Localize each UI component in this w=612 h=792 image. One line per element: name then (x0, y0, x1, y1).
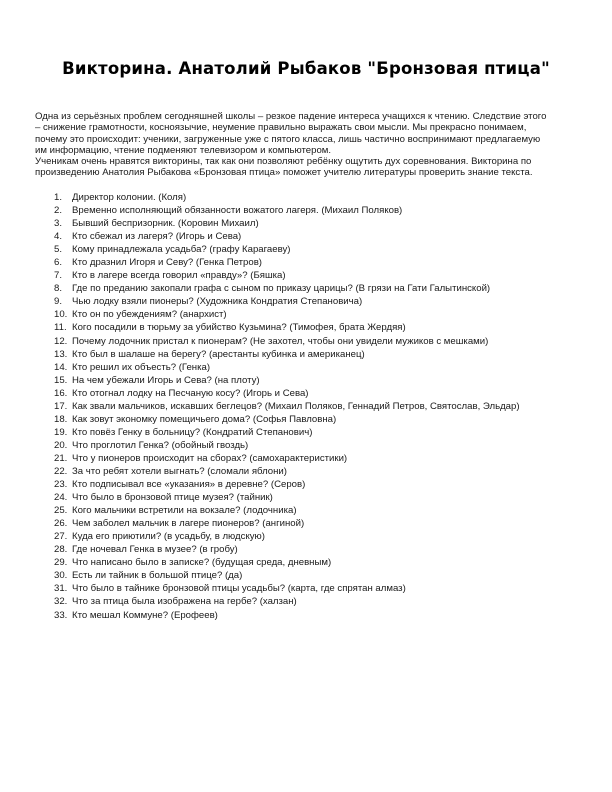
question-text: Чью лодку взяли пионеры? (Художника Кондратия Степановича) (72, 296, 363, 308)
question-item (54, 582, 574, 595)
question-number: 2. (54, 205, 63, 217)
question-number: 10. (54, 309, 68, 321)
question-item (54, 295, 574, 308)
intro-line: почему это происходит: ученики, загруженные уже с пятого класса, лишь частично воспринимают предлагаемую (35, 133, 541, 145)
question-item (54, 243, 574, 256)
question-number: 5. (54, 244, 63, 256)
question-text: Кого мальчики встретили на вокзале? (лодочника) (72, 505, 297, 517)
question-number: 30. (54, 570, 68, 582)
question-item (54, 387, 574, 400)
question-item (54, 543, 574, 556)
question-number: 33. (54, 609, 68, 621)
question-item (54, 413, 574, 426)
intro-line: произведению Анатолия Рыбакова «Бронзовая птица» поможет учителю литературы проверить знание текста. (35, 167, 533, 179)
question-number: 8. (54, 283, 63, 295)
question-item (54, 348, 574, 361)
question-text: Что написано было в записке? (будущая среда, дневным) (72, 557, 332, 569)
question-number: 31. (54, 583, 68, 595)
question-text: Где по преданию закопали графа с сыном по приказу царицы? (В грязи на Гати Галытинской) (72, 283, 491, 295)
question-text: Кто подписывал все «указания» в деревне? (Серов) (72, 479, 306, 491)
question-item (54, 335, 574, 348)
question-item (54, 478, 574, 491)
intro-line: им информацию, чтение подменяют телевизором и компьютером. (35, 144, 332, 156)
question-number: 19. (54, 426, 68, 438)
question-item (54, 374, 574, 387)
question-text: Как звали мальчиков, искавших беглецов? (Михаил Поляков, Геннадий Петров, Святослав, Эльдар) (72, 400, 520, 412)
question-text: Что у пионеров происходит на сборах? (самохарактеристики) (72, 452, 348, 464)
question-text: Кто мешал Коммуне? (Ерофеев) (72, 609, 218, 621)
question-text: Кто повёз Генку в больницу? (Кондратий Степанович) (72, 426, 313, 438)
question-item (54, 400, 574, 413)
question-number: 21. (54, 452, 68, 464)
question-text: Кто дразнил Игоря и Севу? (Генка Петров) (72, 257, 262, 269)
question-item (54, 504, 574, 517)
intro-line: Одна из серьёзных проблем сегодняшней школы – резкое падение интереса учащихся к чтению. Следствие этого (35, 111, 547, 122)
question-text: Кого посадили в тюрьму за убийство Кузьмина? (Тимофея, брата Жердяя) (72, 322, 406, 334)
question-list (54, 191, 574, 622)
question-item (54, 465, 574, 478)
question-number: 28. (54, 544, 68, 556)
question-number: 16. (54, 387, 68, 399)
question-number: 15. (54, 374, 68, 386)
question-text: Где ночевал Генка в музее? (в гробу) (72, 544, 238, 556)
question-text: На чем убежали Игорь и Сева? (на плоту) (72, 374, 260, 386)
question-item (54, 517, 574, 530)
page-title: Викторина. Анатолий Рыбаков "Бронзовая птица" (62, 59, 550, 79)
question-number: 12. (54, 335, 68, 347)
question-number: 4. (54, 231, 63, 243)
question-item (54, 452, 574, 465)
question-number: 32. (54, 596, 68, 608)
question-number: 22. (54, 465, 68, 477)
question-text: Что было в тайнике бронзовой птицы усадьбы? (карта, где спрятан алмаз) (72, 583, 406, 595)
question-item (54, 609, 574, 622)
question-number: 14. (54, 361, 68, 373)
question-text: Кто отогнал лодку на Песчаную косу? (Игорь и Сева) (72, 387, 309, 399)
question-number: 27. (54, 531, 68, 543)
question-number: 20. (54, 439, 68, 451)
question-item (54, 217, 574, 230)
question-number: 1. (54, 192, 63, 203)
question-text: Как зовут экономку помещичьего дома? (Софья Павловна) (72, 413, 337, 425)
question-item (54, 426, 574, 439)
question-text: Временно исполняющий обязанности вожатого лагеря. (Михаил Поляков) (72, 205, 403, 217)
question-number: 18. (54, 413, 68, 425)
question-item (54, 256, 574, 269)
question-text: Почему лодочник пристал к пионерам? (Не захотел, чтобы они увидели мужиков с мешками) (72, 335, 489, 347)
question-number: 24. (54, 492, 68, 504)
question-item (54, 282, 574, 295)
question-text: Что за птица была изображена на гербе? (халзан) (72, 596, 297, 608)
question-item (54, 191, 574, 204)
question-item (54, 530, 574, 543)
question-number: 11. (54, 322, 67, 334)
question-text: Кому принадлежала усадьба? (графу Карагаеву) (72, 244, 291, 256)
question-number: 26. (54, 518, 68, 530)
question-number: 29. (54, 557, 68, 569)
question-item (54, 491, 574, 504)
question-number: 23. (54, 479, 68, 491)
question-item (54, 230, 574, 243)
question-text: Кто был в шалаше на берегу? (арестанты кубинка и американец) (72, 348, 365, 360)
question-number: 7. (54, 270, 63, 282)
question-number: 9. (54, 296, 63, 308)
intro-line: Ученикам очень нравятся викторины, так как они позволяют ребёнку ощутить дух соревнования. Викторина по (35, 156, 532, 168)
intro-paragraph (35, 111, 580, 179)
question-item (54, 269, 574, 282)
intro-line: – снижение грамотности, косноязычие, неумение правильно выражать свои мысли. Мы прекрасно понимаем, (35, 122, 527, 134)
question-number: 17. (54, 400, 68, 412)
question-number: 6. (54, 257, 63, 269)
question-item (54, 595, 574, 608)
question-text: Кто решил их объесть? (Генка) (72, 361, 211, 373)
question-text: Что проглотил Генка? (обойный гвоздь) (72, 439, 249, 451)
question-text: Кто он по убеждениям? (анархист) (72, 309, 227, 321)
question-item (54, 321, 574, 334)
question-number: 13. (54, 348, 68, 360)
question-text: За что ребят хотели выгнать? (сломали яблони) (72, 465, 287, 477)
question-text: Кто сбежал из лагеря? (Игорь и Сева) (72, 231, 242, 243)
question-item (54, 204, 574, 217)
question-number: 25. (54, 505, 68, 517)
question-text: Что было в бронзовой птице музея? (тайник) (72, 492, 273, 504)
question-text: Директор колонии. (Коля) (72, 192, 187, 203)
question-text: Куда его приютили? (в усадьбу, в людскую) (72, 531, 265, 543)
question-item (54, 361, 574, 374)
question-item (54, 569, 574, 582)
question-text: Кто в лагере всегда говорил «правду»? (Бяшка) (72, 270, 286, 282)
question-text: Чем заболел мальчик в лагере пионеров? (ангиной) (72, 518, 305, 530)
question-item (54, 439, 574, 452)
question-item (54, 308, 574, 321)
question-text: Бывший беспризорник. (Коровин Михаил) (72, 218, 259, 230)
question-text: Есть ли тайник в большой птице? (да) (72, 570, 243, 582)
question-item (54, 556, 574, 569)
question-number: 3. (54, 218, 63, 230)
